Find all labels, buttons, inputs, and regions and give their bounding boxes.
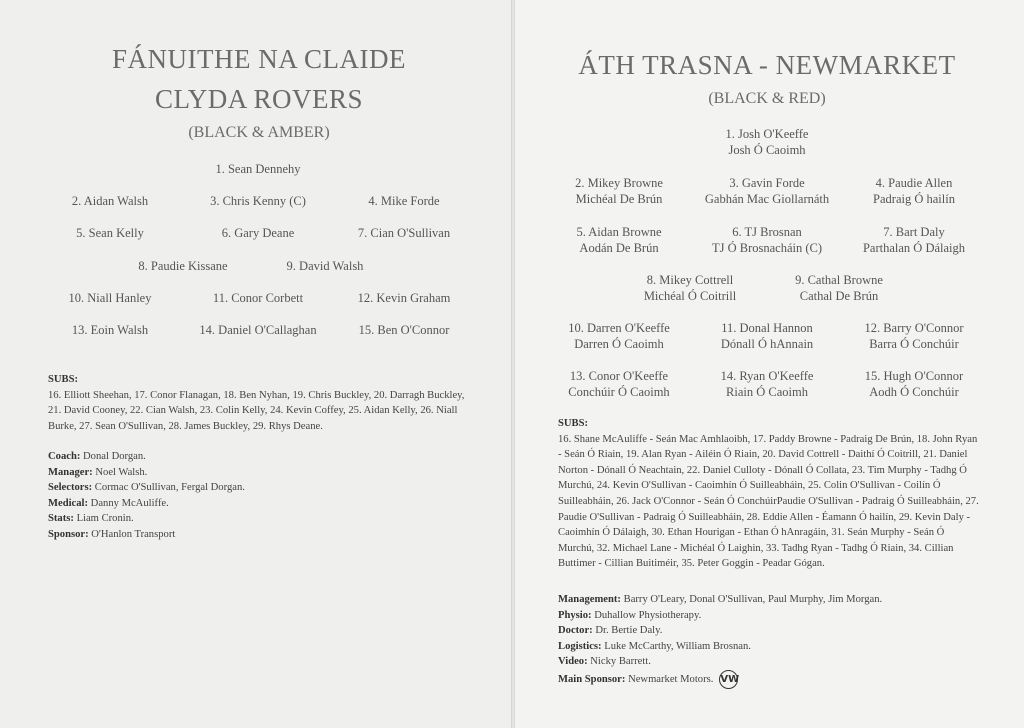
left-player-4: 4. Mike Forde (368, 194, 440, 208)
right-player-1 (726, 126, 809, 158)
player-name: 4. Paudie Allen (875, 176, 953, 190)
player-irish-name: Josh Ó Caoimh (728, 143, 806, 157)
right-player-10 (568, 320, 670, 352)
official-label: Selectors: (48, 482, 93, 494)
right-official-doctor (558, 623, 978, 639)
right-official-video (558, 654, 978, 670)
right-official-management (558, 592, 978, 608)
left-official-stats (48, 511, 468, 527)
left-player-3: 3. Chris Kenny (C) (210, 194, 306, 208)
player-name: 1. Josh O'Keeffe (725, 127, 809, 141)
official-value: Donal Dorgan. (83, 451, 146, 462)
left-player-9: 9. David Walsh (286, 259, 364, 273)
right-team-title: ÁTH TRASNA - NEWMARKET (578, 50, 956, 80)
player-name: 3. Gavin Forde (729, 176, 805, 190)
official-value: O'Hanlon Transport (91, 528, 176, 540)
official-value: Newmarket Motors. (628, 673, 714, 685)
player-name: 7. Bart Daly (883, 225, 945, 239)
left-player-11: 11. Conor Corbett (212, 291, 304, 305)
left-player-1: 1. Sean Dennehy (215, 162, 301, 176)
player-irish-name: Cathal De Brún (799, 289, 879, 303)
player-irish-name: Conchúir Ó Caoimh (568, 385, 670, 399)
right-player-5 (576, 224, 661, 256)
player-irish-name: TJ Ó Brosnacháin (C) (711, 241, 823, 255)
player-irish-name: Padraig Ó hailín (873, 192, 955, 206)
right-player-7 (863, 224, 965, 256)
right-official-main-sponsor (558, 670, 978, 689)
left-official-sponsor (48, 527, 468, 543)
left-team-irish-title: FÁNUITHE NA CLAIDE (112, 44, 406, 74)
official-label: Sponsor: (48, 528, 89, 540)
player-name: 12. Barry O'Connor (864, 321, 964, 335)
official-value: Liam Cronin. (76, 513, 134, 525)
official-value: Duhallow Physiotherapy. (594, 609, 702, 621)
right-player-11 (721, 320, 813, 352)
player-irish-name: Gabhán Mac Giollarnáth (704, 192, 830, 206)
official-value: Danny McAuliffe. (90, 497, 169, 509)
left-player-13: 13. Eoin Walsh (71, 323, 149, 337)
official-value: Nicky Barrett. (590, 656, 651, 668)
official-label: Stats: (48, 513, 74, 525)
right-player-14 (721, 368, 814, 400)
right-officials (558, 592, 978, 689)
player-irish-name: Aodh Ó Conchúir (869, 385, 959, 399)
official-value: Cormac O'Sullivan, Fergal Dorgan. (94, 482, 245, 494)
right-player-15 (865, 368, 963, 400)
left-official-coach (48, 449, 468, 465)
official-value: Dr. Bertie Daly. (595, 625, 663, 637)
official-label: Coach: (48, 451, 81, 462)
left-officials (48, 449, 468, 543)
left-team-title: CLYDA ROVERS (154, 84, 364, 114)
player-irish-name: Barra Ó Conchúir (869, 337, 959, 351)
left-subs-text: 16. Elliott Sheehan, 17. Conor Flanagan, 18. Ben Nyhan, 19. Chris Buckley, 20. Darragh Buckley, 21. David Cooney, 22. Cian Walsh, 23. Colin Kelly, 24. Kevin Coffey, 25. Aidan Kelly, 26. Niall Burke, 27. Sean O'Sullivan, 28. James Buckley, 29. Rhys Deane. (48, 389, 465, 432)
player-name: 15. Hugh O'Connor (864, 369, 964, 383)
left-official-manager (48, 465, 468, 481)
left-player-2: 2. Aidan Walsh (71, 194, 149, 208)
left-player-7: 7. Cian O'Sullivan (357, 226, 451, 240)
right-player-9 (795, 272, 883, 304)
right-player-13 (568, 368, 669, 400)
right-player-12 (864, 320, 963, 352)
right-player-4 (873, 175, 955, 207)
right-official-physio (558, 608, 978, 624)
player-irish-name: Darren Ó Caoimh (574, 337, 664, 351)
left-subs (48, 372, 473, 434)
official-value: Barry O'Leary, Donal O'Sullivan, Paul Murphy, Jim Morgan. (623, 594, 883, 605)
left-player-12: 12. Kevin Graham (357, 291, 451, 305)
right-team-colors: (BLACK & RED) (708, 90, 826, 107)
player-name: 5. Aidan Browne (576, 225, 662, 239)
player-name: 9. Cathal Browne (795, 273, 883, 287)
left-player-10: 10. Niall Hanley (68, 291, 152, 305)
left-player-14: 14. Daniel O'Callaghan (199, 323, 317, 337)
player-name: 6. TJ Brosnan (732, 225, 802, 239)
player-irish-name: Riain Ó Caoimh (726, 385, 808, 399)
left-team-colors: (BLACK & AMBER) (188, 124, 330, 141)
official-value: Luke McCarthy, William Brosnan. (604, 640, 751, 652)
right-player-6 (712, 224, 822, 256)
right-player-3 (705, 175, 829, 207)
left-player-15: 15. Ben O'Connor (358, 323, 450, 337)
official-label: Doctor: (558, 625, 593, 637)
right-official-logistics (558, 639, 978, 655)
official-label: Physio: (558, 609, 592, 621)
player-name: 8. Mikey Cottrell (646, 273, 734, 287)
right-player-2 (575, 175, 663, 207)
player-irish-name: Michéal Ó Coitrill (643, 289, 737, 303)
official-label: Management: (558, 594, 621, 605)
player-irish-name: Michéal De Brún (575, 192, 663, 206)
official-label: Logistics: (558, 640, 602, 652)
left-player-6: 6. Gary Deane (221, 226, 295, 240)
left-player-8: 8. Paudie Kissane (138, 259, 228, 273)
right-subs-label: SUBS: (558, 418, 589, 429)
player-irish-name: Parthalan Ó Dálaigh (862, 241, 966, 255)
official-label: Main Sponsor: (558, 673, 626, 685)
left-official-medical (48, 496, 468, 512)
right-player-8 (644, 272, 736, 304)
official-label: Manager: (48, 466, 93, 478)
player-name: 14. Ryan O'Keeffe (720, 369, 814, 383)
left-official-selectors (48, 480, 468, 496)
right-subs-text: 16. Shane McAuliffe - Seán Mac Amhlaoibh, 17. Paddy Browne - Padraig De Brún, 18. John Ryan - Seán Ó Riain, 19. Alan Ryan - Ailéin Ó Riain, 20. David Cottrell - Daithí Ó Coitrill, 21. Daniel Norton - Dónall Ó Neachtain, 22. Daniel Culloty - Dónall Ó Collata, 23. Tim Murphy - Tadhg Ó Murchú, 24. Kevin O'Sullivan - Caoimhín Ó Suilleabháin, 25. Colin O'Sullivan - Coilín Ó Suilleabháin, 26. Jack O'Connor - Seán Ó ConchúirPaudie O'Sullivan - Padraig Ó Suilleabháin, 27. Paudie O'Sullivan - Padraig Ó Suilleabháin, 28. Eddie Allen - Éamann Ó hailín, 29. Kevin Daly - Caoimhín Ó Dálaigh, 30. Ethan Hourigan - Ethan Ó hAnragáin, 31. Seán Murphy - Seán Ó Murchú, 32. Michael Lane - Michéal Ó Laighin, 33. Tadhg Ryan - Tadhg Ó Riain, 34. Cillian Buttimer - Cillian Buitiméir, 35. Peter Goggin - Peadar Gógan. (558, 433, 979, 570)
right-subs (558, 416, 982, 572)
left-subs-label: SUBS: (48, 374, 79, 385)
vw-logo-icon: VW (719, 670, 738, 689)
left-player-5: 5. Sean Kelly (76, 226, 144, 240)
official-value: Noel Walsh. (95, 466, 148, 478)
player-name: 11. Donal Hannon (721, 321, 813, 335)
player-name: 13. Conor O'Keeffe (569, 369, 669, 383)
player-name: 2. Mikey Browne (575, 176, 663, 190)
official-label: Medical: (48, 497, 89, 509)
player-irish-name: Aodán De Brún (579, 241, 659, 255)
player-name: 10. Darren O'Keeffe (568, 321, 670, 335)
player-irish-name: Dónall Ó hAnnain (720, 337, 814, 351)
page-fold (511, 0, 515, 728)
official-label: Video: (558, 656, 588, 668)
